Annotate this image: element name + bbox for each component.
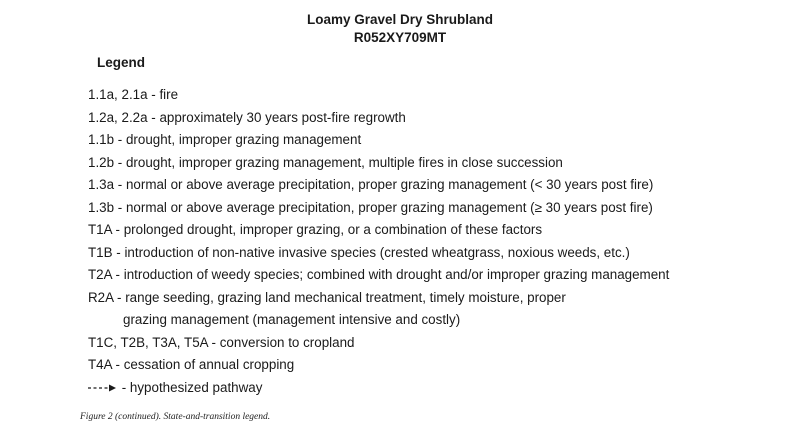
legend-item: T1B - introduction of non-native invasive species (crested wheatgrass, noxious weeds, etc.) [88, 244, 630, 260]
legend-item: 1.3b - normal or above average precipitation, proper grazing management (≥ 30 years post fire) [88, 199, 653, 215]
legend-item-hypothesized [88, 379, 788, 402]
legend-item: 1.1a, 2.1a - fire [88, 87, 179, 102]
legend-item-continuation: grazing management (management intensive and costly) [123, 312, 461, 327]
legend-item: T1A - prolonged drought, improper grazing, or a combination of these factors [88, 222, 543, 237]
legend-item: 1.2b - drought, improper grazing management, multiple fires in close succession [88, 154, 563, 170]
legend-item: T2A - introduction of weedy species; combined with drought and/or improper grazing management [88, 267, 670, 282]
legend-item: T1C, T2B, T3A, T5A - conversion to cropland [88, 334, 355, 350]
site-code: R052XY709MT [353, 30, 447, 45]
dashed-arrow-icon [88, 383, 118, 393]
legend-item: T4A - cessation of annual cropping [88, 357, 295, 372]
legend-heading: Legend [97, 55, 146, 70]
figure-caption: Figure 2 (continued). State-and-transition legend. [80, 412, 271, 422]
legend-item: 1.1b - drought, improper grazing management [88, 132, 362, 147]
title-block [0, 11, 800, 47]
legend-item: 1.2a, 2.2a - approximately 30 years post-fire regrowth [88, 109, 406, 125]
legend-list [88, 86, 788, 401]
legend-item: R2A - range seeding, grazing land mechanical treatment, timely moisture, proper [88, 289, 566, 305]
legend-item: 1.3a - normal or above average precipitation, proper grazing management (< 30 years post fire) [88, 177, 654, 192]
hypothesized-label: - hypothesized pathway [121, 379, 263, 395]
site-name: Loamy Gravel Dry Shrubland [306, 12, 494, 27]
